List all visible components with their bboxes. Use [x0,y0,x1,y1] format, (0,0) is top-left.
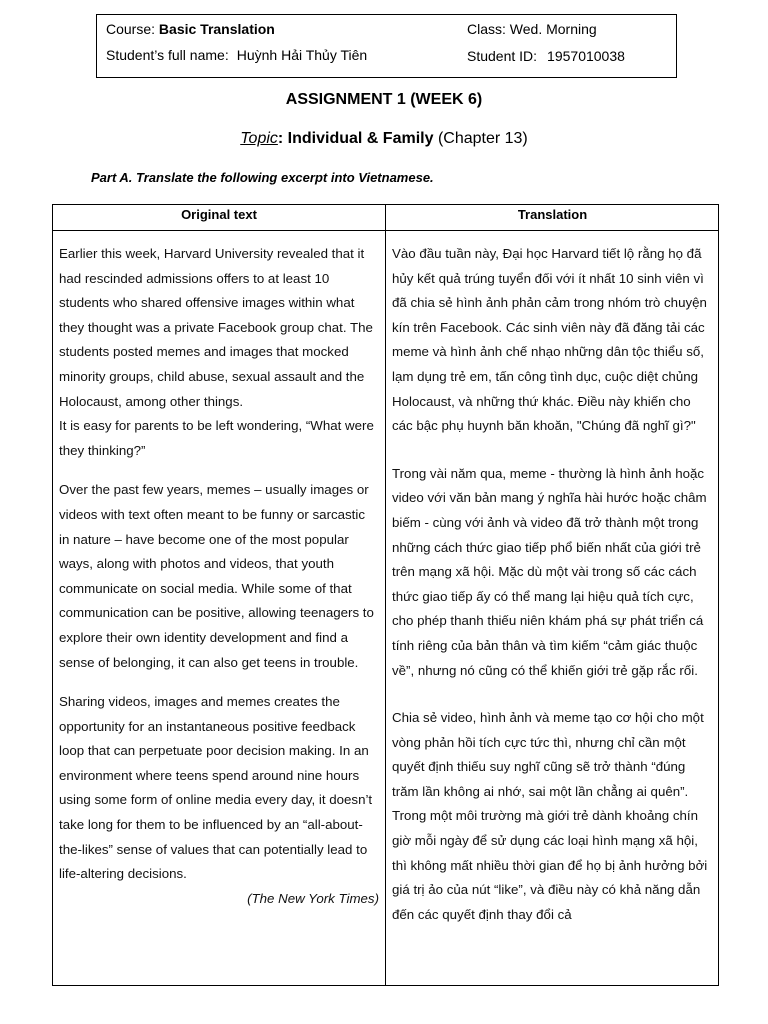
translation-paragraph: Vào đầu tuần này, Đại học Harvard tiết lộ rằng họ đã hủy kết quả trúng tuyển đối với ít nhất 10 sinh viên vì đã chia sẻ hình ảnh phản cảm trong nhóm trò chuyện kín trên Facebook. Các sinh viên này đã đăng tải các meme và hình ảnh chế nhạo những dân tộc thiểu số, lạm dụng trẻ em, tấn công tình dục, cuộc diệt chủng Holocaust, và những thứ khác. Điều này khiến cho các bậc phụ huynh băn khoăn, "Chúng đã nghĩ gì?" [392,246,707,434]
original-paragraph: Over the past few years, memes – usually images or videos with text often meant to be funny or sarcastic in nature – have become one of the most popular ways, along with photos and videos, that youth communicate on social media. While some of that communication can be positive, allowing teenagers to explore their own identity development and find a sense of belonging, it can also get teens in trouble. [59,482,374,670]
student-id-field [467,48,625,64]
part-a-instruction: Part A. Translate the following excerpt into Vietnamese. [91,170,434,185]
course-field [106,21,275,37]
topic-chapter: (Chapter 13) [437,130,528,147]
translation-paragraph: Trong vài năm qua, meme - thường là hình ảnh hoặc video với văn bản mang ý nghĩa hài hước hoặc châm biếm - cùng với ảnh và video đã trở thành một trong những cách thức giao tiếp phổ biến nhất của giới trẻ trên mạng xã hội. Mặc dù một vài trong số các cách thức giao tiếp ấy có thể mang lại hiệu quả tích cực, cho phép thanh thiếu niên khám phá sự phát triển cá tính riêng của bản thân và tìm kiếm “cảm giác thuộc về”, nhưng nó cũng có thể khiến giới trẻ gặp rắc rối. [392,465,707,678]
student-name-label: Student’s full name: [106,47,229,63]
class-field [467,21,597,37]
student-info-box [96,14,677,78]
original-text-cell [59,242,379,911]
topic-label: Topic [240,130,278,147]
course-value: Basic Translation [158,21,275,37]
original-paragraph: Earlier this week, Harvard University revealed that it had rescinded admissions offers to at least 10 students who shared offensive images within what they thought was a private Facebook group chat. The students posted memes and images that mocked minority groups, child abuse, sexual assault and the Holocaust, among other things. [59,246,373,409]
original-paragraph: It is easy for parents to be left wondering, “What were they thinking?” [59,418,374,458]
class-label: Class: [467,21,506,37]
student-name-value: Huỳnh Hải Thủy Tiên [236,47,368,63]
student-id-value: 1957010038 [547,48,625,64]
class-value: Wed. Morning [509,21,597,37]
translation-text-cell [392,242,714,927]
assignment-title: ASSIGNMENT 1 (WEEK 6) [285,91,483,108]
column-header-translation: Translation [517,207,588,222]
topic-colon: : [277,130,284,147]
column-divider [385,205,386,985]
translation-paragraph: Chia sẻ video, hình ảnh và meme tạo cơ hội cho một vòng phản hồi tích cực tức thì, nhưng chỉ cần một quyết định thiếu suy nghĩ cũng sẽ trở thành “đúng trăm lần không ai nhớ, sai một lần chẳng ai quên”. Trong một môi trường mà giới trẻ dành khoảng chín giờ mỗi ngày để sử dụng các loại hình mạng xã hội, thì không mất nhiều thời gian để họ bị ảnh hưởng bởi giá trị ảo của nút “like”, và điều này có khả năng dẫn đến các quyết định thay đổi cả [392,710,708,922]
column-header-original: Original text [181,207,257,222]
topic-name: Individual & Family [287,130,434,147]
original-paragraph: Sharing videos, images and memes creates the opportunity for an instantaneous positive feedback loop that can perpetuate poor decision making. In an environment where teens spend around nine hours using some form of online media every day, it doesn’t take long for them to be influenced by an “all-about-the-likes” sense of values that can potentially lead to life-altering decisions. [59,694,373,882]
student-id-label: Student ID: [467,48,538,64]
topic-line [0,130,768,148]
student-name-field [106,47,367,63]
course-label: Course: [106,21,156,37]
source-citation: (The New York Times) [247,890,379,906]
translation-table [52,204,719,986]
